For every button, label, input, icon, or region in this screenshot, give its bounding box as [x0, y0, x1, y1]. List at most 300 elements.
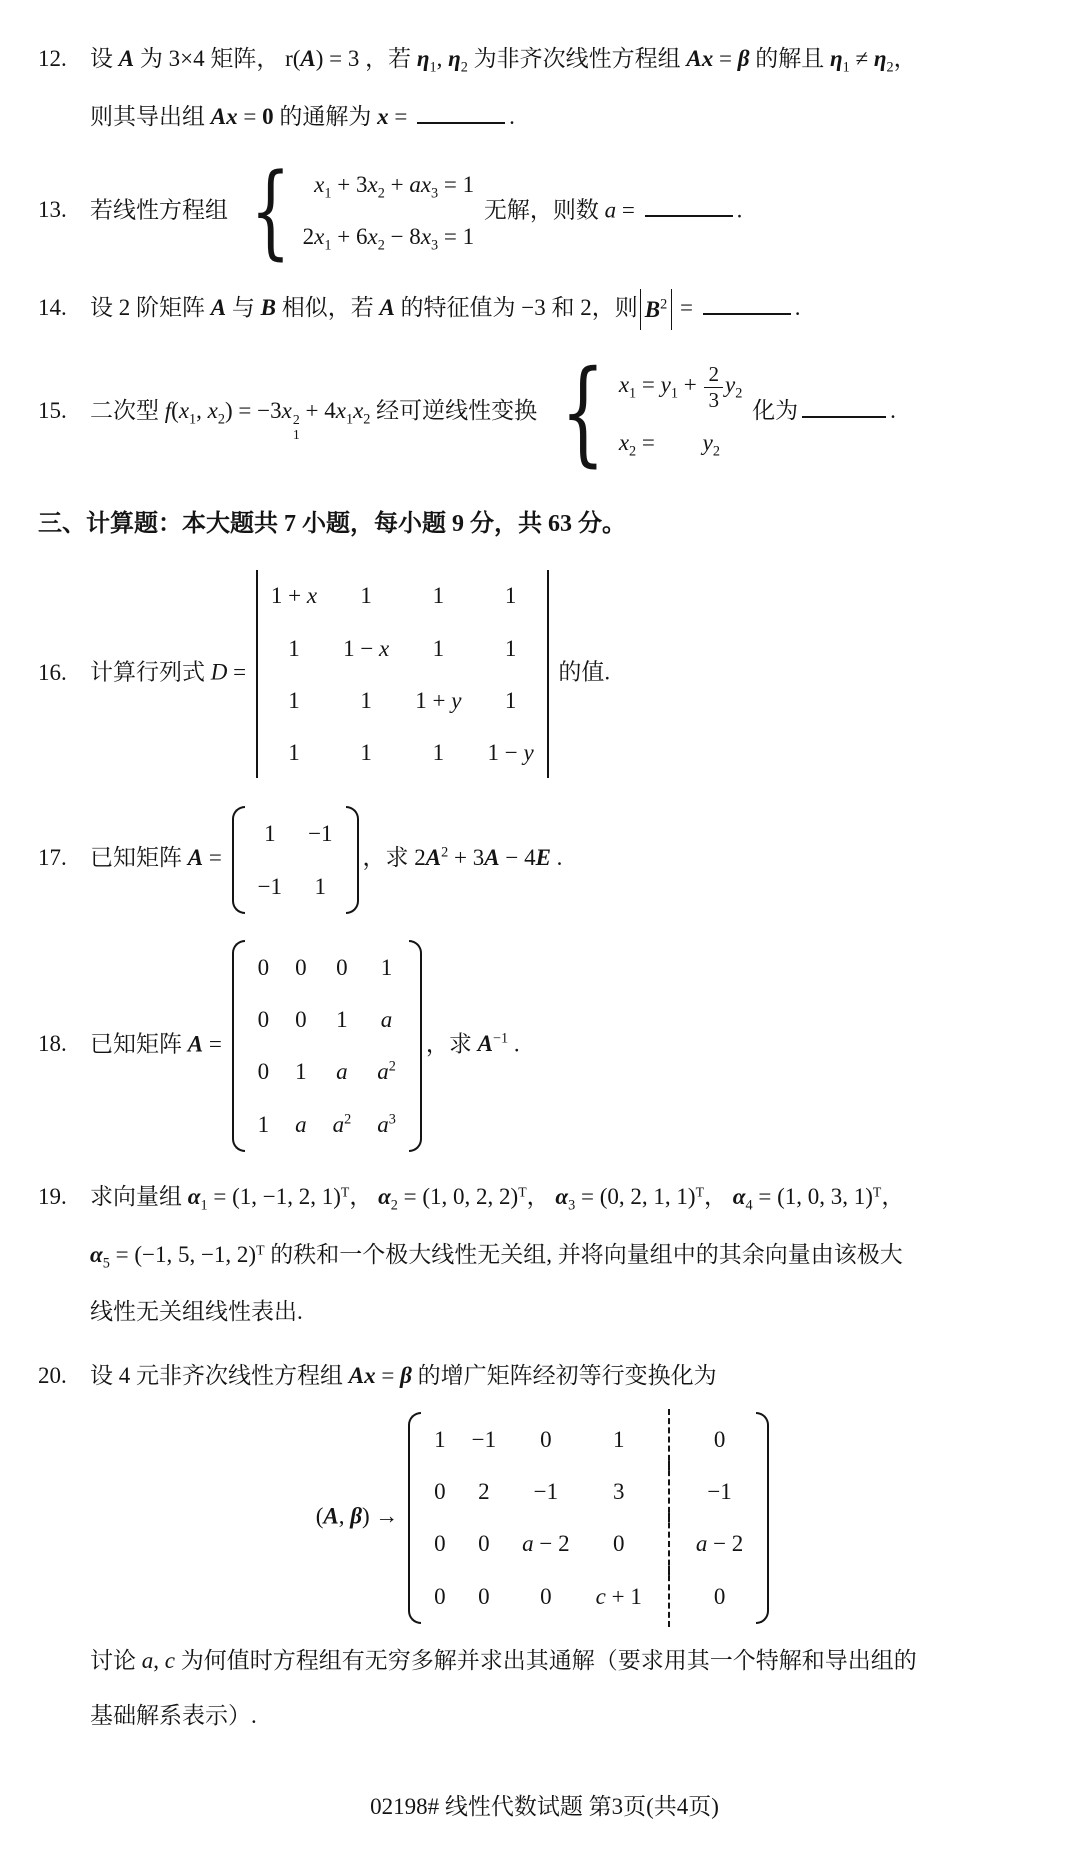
question-line: [38, 289, 1051, 330]
text-run: 1: [432, 635, 445, 661]
answer-blank: [645, 192, 733, 217]
math-var-bold: A: [484, 845, 500, 871]
matrix-cell: [714, 1578, 726, 1615]
question-number: 19.: [38, 1183, 67, 1209]
text-run: 0: [434, 1531, 446, 1557]
text-run: =: [713, 46, 738, 71]
paren-right: [756, 1412, 769, 1624]
question-number: 17.: [38, 845, 67, 871]
matrix-cell: [360, 682, 372, 719]
matrix-cell: [258, 1053, 270, 1090]
text-run: 1: [360, 740, 372, 766]
text-run: 1: [288, 687, 300, 713]
text-run: 基础解系表示）.: [90, 1703, 257, 1729]
text-run: 的秩和一个极大线性无关组, 并将向量组中的其余向量由该极大: [264, 1241, 903, 1267]
text-run: 1: [432, 740, 445, 766]
text-run: ) →: [361, 1503, 405, 1529]
text-run: 0: [713, 1426, 726, 1452]
text-run: =: [203, 1031, 228, 1057]
math-var-bold: Ax: [686, 46, 714, 71]
text-run: 0: [257, 1007, 270, 1033]
matrix-cell: [534, 1473, 558, 1510]
text-run: + 1: [605, 1583, 642, 1609]
paren-right: [346, 806, 359, 914]
equation-row: [314, 166, 474, 206]
math-var: $x_1$: [618, 372, 637, 402]
question-line: [38, 1357, 1051, 1394]
text-run: −1: [257, 873, 283, 899]
text-run: 0: [713, 1583, 726, 1609]
transpose-sup: T: [518, 1184, 527, 1200]
text-run: +: [677, 372, 703, 398]
text-run: 1 +: [415, 687, 452, 713]
math-var: a: [604, 197, 617, 223]
math-var: $\alpha_1$: [187, 1183, 208, 1214]
math-var: $x_1$: [335, 398, 354, 428]
text-run: 1: [504, 583, 517, 609]
question-line: [38, 1412, 1051, 1624]
math-var: x: [306, 583, 318, 609]
text-run: 的特征值为 −3 和 2，则: [394, 294, 638, 320]
matrix-cell: [295, 949, 307, 986]
text-run: (: [171, 398, 179, 424]
text-run: 1: [257, 1111, 270, 1137]
text-run: − 2: [707, 1531, 744, 1557]
math-bold-num: 0: [262, 103, 274, 129]
matrix-cell: [360, 577, 372, 614]
math-var-bold: β: [400, 1362, 412, 1388]
text-run: =: [237, 103, 263, 129]
text-run: 1: [314, 873, 327, 899]
text-run: ，: [526, 1183, 556, 1209]
math-var-bold: A: [300, 46, 316, 71]
matrix-cell: [434, 1578, 446, 1615]
math-var: a: [336, 1059, 348, 1085]
math-var: f: [164, 398, 172, 424]
math-var: $x_2$: [618, 429, 637, 460]
matrix-cell: [613, 1473, 625, 1510]
text-run: =: [674, 294, 699, 320]
question-14: [38, 289, 1051, 330]
question-12: [38, 40, 1051, 135]
math-var: $x_1$: [314, 223, 332, 254]
math-var: $y_2$: [702, 429, 720, 460]
question-number: 12.: [38, 46, 67, 71]
text-run: 线性无关组线性表出.: [90, 1299, 303, 1325]
text-run: 0: [478, 1583, 490, 1609]
matrix-cell: [540, 1421, 552, 1458]
matrix: [232, 940, 422, 1152]
question-line: [38, 1236, 1051, 1276]
matrix-cell: [343, 630, 389, 667]
text-run: 已知矩阵: [90, 845, 188, 871]
text-run: =: [636, 372, 661, 398]
text-run: 1: [504, 687, 517, 713]
transpose-sup: T: [256, 1241, 265, 1257]
math-var: x: [379, 635, 390, 661]
question-number: 18.: [38, 1031, 67, 1057]
answer-blank: [802, 393, 886, 418]
text-run: 0: [434, 1583, 446, 1609]
equation-row: [619, 424, 720, 464]
matrix-cell: [433, 577, 445, 614]
text-run: 0: [434, 1479, 446, 1505]
math-var: $x_1$: [178, 398, 197, 428]
text-run: 已知矩阵: [90, 1031, 188, 1057]
text-run: ，求 2: [362, 845, 426, 871]
exam-content: [38, 40, 1051, 1760]
math-var-bold: Ax: [348, 1362, 376, 1388]
matrix-cell: [540, 1578, 552, 1615]
question-number: 16.: [38, 659, 67, 685]
math-var: $\alpha_4$: [732, 1183, 753, 1214]
math-var-bold: β: [350, 1503, 362, 1529]
text-run: ) = −3: [225, 398, 282, 424]
math-var: x 2 1: [281, 398, 300, 442]
matrix-cell: [295, 1053, 307, 1090]
text-run: =: [375, 1362, 401, 1388]
matrix-cell: [434, 1525, 446, 1562]
paren-left: [408, 1412, 421, 1624]
math-var: $\alpha_2$: [378, 1183, 398, 1214]
paren-left: [232, 806, 245, 914]
augmented-matrix: [408, 1412, 769, 1624]
text-run: =: [388, 103, 414, 129]
math-var-bold: β: [737, 46, 750, 71]
matrix-cell: [707, 1473, 731, 1510]
question-line: [38, 806, 1051, 914]
matrix-cell: [271, 577, 317, 614]
text-run: 1: [264, 821, 276, 847]
math-var: $\eta_2$: [448, 46, 468, 76]
text-run: +: [384, 172, 410, 198]
text-run: = (−1, 5, −1, 2): [109, 1241, 257, 1267]
math-var: c: [595, 1583, 606, 1609]
text-run: ，: [893, 46, 917, 71]
math-var: a: [141, 1647, 154, 1673]
text-run: 3: [708, 387, 720, 412]
text-run: −1: [707, 1479, 732, 1505]
matrix-cell: [336, 1053, 348, 1090]
question-line: [38, 1697, 1051, 1734]
text-run: = 1: [438, 172, 475, 198]
text-run: = (0, 2, 1, 1): [575, 1183, 696, 1209]
text-run: =: [203, 845, 228, 871]
matrix-cell: [377, 1053, 396, 1090]
text-run: = (1, 0, 3, 1): [752, 1183, 873, 1209]
math-var: a: [409, 172, 421, 198]
text-run: 与: [226, 294, 261, 320]
matrix-cell: [433, 630, 445, 667]
matrix-cell: [377, 1106, 396, 1143]
text-run: 0: [295, 954, 307, 980]
paren-left: [232, 940, 245, 1152]
text-run: + 6: [331, 223, 368, 249]
matrix-cell: [613, 1421, 625, 1458]
matrix-cell: [295, 1001, 307, 1038]
transpose-sup: T: [695, 1184, 704, 1200]
math-var: $x_2$: [353, 398, 371, 428]
text-run: 1: [504, 635, 517, 661]
text-run: ,: [338, 1503, 351, 1529]
math-var-bold: B: [260, 294, 276, 320]
matrix-cell: [478, 1578, 490, 1615]
text-run: 0: [478, 1531, 490, 1557]
matrix-cell: [522, 1525, 569, 1562]
matrix-cell: [295, 1106, 307, 1143]
text-run: 若线性方程组: [90, 197, 234, 223]
text-run: (: [315, 1503, 324, 1529]
matrix-cell: [434, 1421, 446, 1458]
math-var-bold: Ax: [210, 103, 238, 129]
text-run: + 4: [299, 398, 336, 424]
matrix-cell: [360, 734, 372, 771]
matrix-cell: [308, 815, 332, 852]
question-line: [38, 98, 1051, 135]
text-run: ，: [704, 1183, 733, 1209]
text-run: − 8: [384, 223, 421, 249]
math-var: $a^3$: [377, 1110, 396, 1137]
math-var-bold: A: [187, 845, 204, 871]
text-run: 1 +: [270, 583, 307, 609]
matrix-cell: [258, 868, 282, 905]
matrix-cell: [487, 734, 533, 771]
text-run: 1: [288, 740, 300, 766]
math-var: $\eta_1$: [829, 46, 850, 76]
text-run: 求向量组: [90, 1183, 188, 1209]
text-run: =: [227, 659, 252, 685]
text-run: −1: [471, 1426, 497, 1452]
math-var: y: [523, 740, 534, 766]
text-run: 经可逆线性变换: [370, 398, 543, 424]
math-var: D: [210, 659, 228, 685]
text-run: 的解且: [749, 46, 830, 71]
text-run: 化为: [746, 398, 799, 424]
text-run: ，: [881, 1183, 905, 1209]
text-run: − 2: [533, 1531, 570, 1557]
math-var: $x_3$: [420, 223, 439, 254]
equation-system: [238, 151, 475, 271]
text-run: −1: [308, 821, 333, 847]
matrix-cell: [288, 630, 300, 667]
matrix-cell: [596, 1578, 642, 1615]
question-line: [38, 1178, 1051, 1218]
text-run: 0: [336, 954, 348, 980]
text-run: 1: [360, 583, 372, 609]
text-run: −1: [533, 1479, 559, 1505]
text-run: + 3: [448, 845, 485, 871]
math-var: $x_1$: [314, 172, 332, 202]
text-run: 1: [288, 635, 300, 661]
text-run: 计算行列式: [90, 659, 211, 685]
matrix-cell: [505, 577, 517, 614]
text-run: .: [736, 197, 743, 223]
paren-right: [409, 940, 422, 1152]
text-run: 0: [540, 1583, 552, 1609]
brace: {: [250, 151, 291, 271]
text-run: ，: [349, 1183, 379, 1209]
matrix-cell: [381, 1001, 393, 1038]
text-run: 0: [540, 1426, 552, 1452]
text-run: 为何值时方程组有无穷多解并求出其通解（要求用其一个特解和导出组的: [174, 1647, 917, 1673]
aug-separator: [668, 1566, 670, 1627]
text-run: + 3: [331, 172, 368, 198]
text-run: .: [508, 1031, 520, 1057]
math-var: $x_2$: [367, 223, 385, 254]
text-run: 0: [295, 1007, 307, 1033]
question-line: [38, 1642, 1051, 1679]
text-run: 1: [360, 687, 372, 713]
text-run: 1: [432, 583, 445, 609]
text-run: 为 3×4 矩阵， r(: [134, 46, 301, 71]
text-run: ,: [153, 1647, 165, 1673]
text-run: =: [636, 429, 661, 455]
fraction: [704, 362, 723, 412]
text-run: 的通解为: [273, 103, 378, 129]
question-18: [38, 940, 1051, 1152]
text-run: 2: [708, 362, 720, 387]
text-run: = (1, −1, 2, 1): [207, 1183, 341, 1209]
text-run: ，求: [425, 1031, 478, 1057]
question-line: [38, 1293, 1051, 1330]
math-var-bold: A: [187, 1031, 204, 1057]
math-var-bold: E: [535, 845, 551, 871]
math-var-bold: x: [377, 103, 389, 129]
matrix-cell: [336, 949, 348, 986]
matrix-cell: [696, 1525, 743, 1562]
math-var-bold: A: [323, 1503, 339, 1529]
math-var: $\alpha_3$: [555, 1183, 576, 1214]
text-run: 3: [612, 1479, 625, 1505]
det-bar-right: [547, 570, 549, 778]
text-run: 设 4 元非齐次线性方程组: [90, 1362, 349, 1388]
text-run: ,: [196, 398, 208, 424]
text-run: 0: [257, 1059, 270, 1085]
text-run: 1 −: [343, 635, 380, 661]
text-run: 则其导出组: [90, 103, 211, 129]
text-run: 的增广矩阵经初等行变换化为: [411, 1362, 717, 1388]
question-line: [38, 40, 1051, 80]
matrix-cell: [264, 815, 276, 852]
text-run: 1: [295, 1059, 307, 1085]
text-run: 相似，若: [275, 294, 380, 320]
question-number: 15.: [38, 398, 67, 424]
matrix-cell: [478, 1473, 490, 1510]
math-var: $A^{-1}$: [477, 1030, 509, 1057]
question-19: [38, 1178, 1051, 1331]
text-run: = 1: [438, 223, 475, 249]
answer-blank: [417, 99, 505, 124]
brace: {: [560, 346, 606, 479]
answer-blank: [703, 290, 791, 315]
math-var: $x_2$: [367, 172, 385, 202]
question-number: 14.: [38, 294, 67, 320]
math-var-bold: A: [210, 294, 227, 320]
matrix-cell: [258, 1106, 270, 1143]
math-var-bold: A: [118, 46, 135, 71]
text-run: − 4: [499, 845, 536, 871]
page-footer: 02198# 线性代数试题 第3页(共4页): [370, 1794, 719, 1820]
determinant: [256, 568, 549, 780]
matrix-cell: [336, 1001, 348, 1038]
math-var: y: [451, 687, 462, 713]
math-var: $A^2$: [425, 844, 449, 871]
text-run: 二次型: [90, 398, 165, 424]
text-run: ≠: [849, 46, 874, 71]
transpose-sup: T: [872, 1184, 882, 1200]
text-run: .: [794, 294, 801, 320]
section-header: 三、计算题：本大题共 7 小题，每小题 9 分，共 63 分。: [38, 511, 626, 538]
question-15: [38, 346, 1051, 479]
text-run: 设: [90, 46, 119, 71]
question-number: 20.: [38, 1362, 67, 1388]
text-run: 0: [257, 954, 270, 980]
question-16: [38, 568, 1051, 780]
text-run: .: [509, 103, 515, 129]
question-20: [38, 1357, 1051, 1735]
text-run: 无解，则数: [478, 197, 605, 223]
math-var: a: [295, 1111, 307, 1137]
math-var: $y_1$: [660, 372, 678, 402]
question-line: [38, 940, 1051, 1152]
math-var: $\eta_2$: [873, 46, 894, 76]
math-var: a: [380, 1007, 393, 1033]
text-run: 的值.: [552, 659, 611, 685]
matrix-cell: [415, 682, 461, 719]
text-run: = (1, 0, 2, 2): [397, 1183, 519, 1209]
text-run: 1: [380, 954, 393, 980]
math-var: c: [164, 1647, 175, 1673]
text-run: =: [616, 197, 641, 223]
text-run: 0: [612, 1531, 625, 1557]
question-line: [38, 346, 1051, 479]
abs-bars: [640, 289, 672, 330]
math-var: $a^2$: [377, 1058, 396, 1085]
matrix-cell: [258, 1001, 270, 1038]
matrix-cell: [434, 1473, 446, 1510]
matrix-cell: [478, 1525, 490, 1562]
matrix-cell: [613, 1525, 625, 1562]
matrix-cell: [288, 734, 300, 771]
math-var: $y_2$: [725, 372, 743, 402]
matrix-cell: [315, 868, 327, 905]
text-run: 1: [612, 1426, 625, 1452]
transpose-sup: T: [340, 1184, 350, 1200]
question-17: [38, 806, 1051, 914]
matrix-cell: [433, 734, 445, 771]
matrix-cell: [288, 682, 300, 719]
math-var: a: [522, 1531, 534, 1557]
matrix-cell: [714, 1421, 726, 1458]
question-line: [38, 151, 1051, 271]
text-run: .: [890, 398, 896, 424]
math-var: $B^2$: [644, 296, 668, 323]
matrix-cell: [258, 949, 270, 986]
text-run: ,: [436, 46, 449, 71]
matrix-cell: [381, 949, 393, 986]
math-var: $x_2$: [207, 398, 225, 428]
math-var: $\eta_1$: [416, 46, 437, 76]
text-run: 1: [434, 1426, 446, 1452]
matrix-cell: [472, 1421, 496, 1458]
equation-row: [619, 362, 743, 412]
text-run: 2: [478, 1479, 490, 1505]
question-number: 13.: [38, 197, 67, 223]
text-run: 1: [336, 1007, 348, 1033]
matrix-cell: [333, 1106, 352, 1143]
matrix-cell: [505, 630, 517, 667]
text-run: 为非齐次线性方程组: [467, 46, 687, 71]
